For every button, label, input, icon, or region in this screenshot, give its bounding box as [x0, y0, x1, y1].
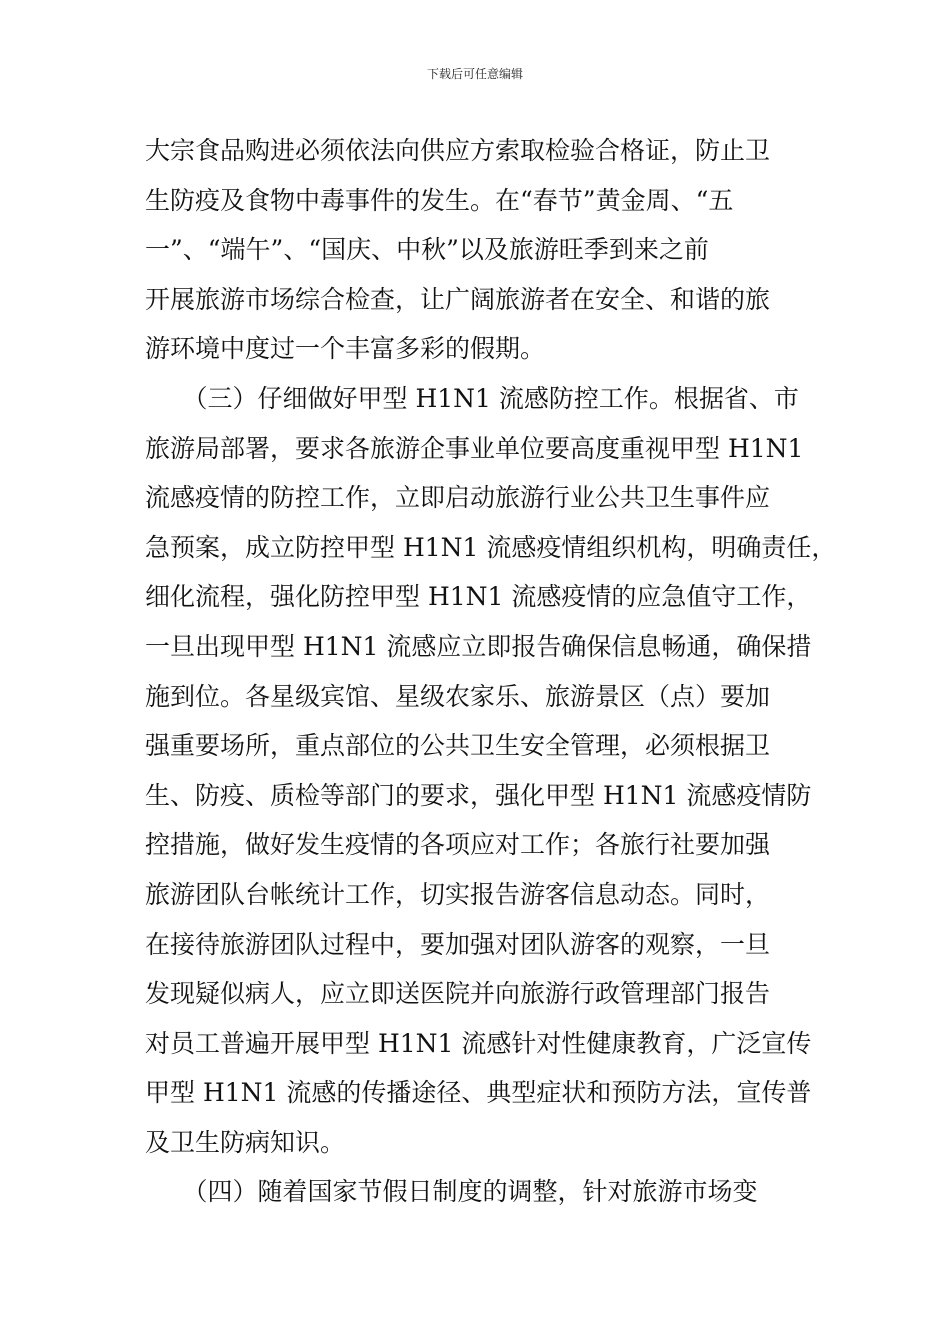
- text-line: 旅游团队台帐统计工作，切实报告游客信息动态。同时，: [145, 879, 771, 909]
- text-line: 及卫生防病知识。: [145, 1127, 346, 1157]
- text-line: 急预案，成立防控甲型 H1N1 流感疫情组织机构，明确责任，: [145, 532, 837, 562]
- text-line: 强重要场所，重点部位的公共卫生安全管理，必须根据卫: [145, 731, 771, 761]
- text-line: 在接待旅游团队过程中，要加强对团队游客的观察，一旦: [145, 929, 771, 959]
- page-header: 下载后可任意编辑: [426, 67, 523, 81]
- text-line: 甲型 H1N1 流感的传播途径、典型症状和预防方法，宣传普: [145, 1078, 812, 1108]
- text-line: （三）仔细做好甲型 H1N1 流感防控工作。根据省、市: [145, 383, 799, 413]
- text-line: 一”、“端午”、“国庆、中秋”以及旅游旺季到来之前: [145, 235, 709, 265]
- text-line: 施到位。各星级宾馆、星级农家乐、旅游景区（点）要加: [145, 681, 771, 711]
- text-line: 旅游局部署，要求各旅游企事业单位要高度重视甲型 H1N1: [145, 433, 804, 463]
- text-line: （四）随着国家节假日制度的调整，针对旅游市场变: [145, 1177, 758, 1207]
- text-line: 生防疫及食物中毒事件的发生。在“春节”黄金周、“五: [145, 185, 734, 215]
- text-line: 一旦出现甲型 H1N1 流感应立即报告确保信息畅通，确保措: [145, 631, 812, 661]
- text-line: 游环境中度过一个丰富多彩的假期。: [145, 334, 546, 364]
- body-text: [145, 126, 837, 1217]
- text-line: 开展旅游市场综合检查，让广阔旅游者在安全、和谐的旅: [145, 284, 771, 314]
- text-line: 流感疫情的防控工作，立即启动旅游行业公共卫生事件应: [145, 483, 771, 513]
- text-line: 细化流程，强化防控甲型 H1N1 流感疫情的应急值守工作，: [145, 582, 812, 612]
- text-line: 发现疑似病人，应立即送医院并向旅游行政管理部门报告: [145, 979, 771, 1009]
- text-line: 生、防疫、质检等部门的要求，强化甲型 H1N1 流感疫情防: [145, 780, 812, 810]
- text-line: 大宗食品购进必须依法向供应方索取检验合格证，防止卫: [145, 136, 771, 165]
- text-line: 控措施，做好发生疫情的各项应对工作；各旅行社要加强: [145, 830, 771, 860]
- text-line: 对员工普遍开展甲型 H1N1 流感针对性健康教育，广泛宣传: [145, 1028, 812, 1058]
